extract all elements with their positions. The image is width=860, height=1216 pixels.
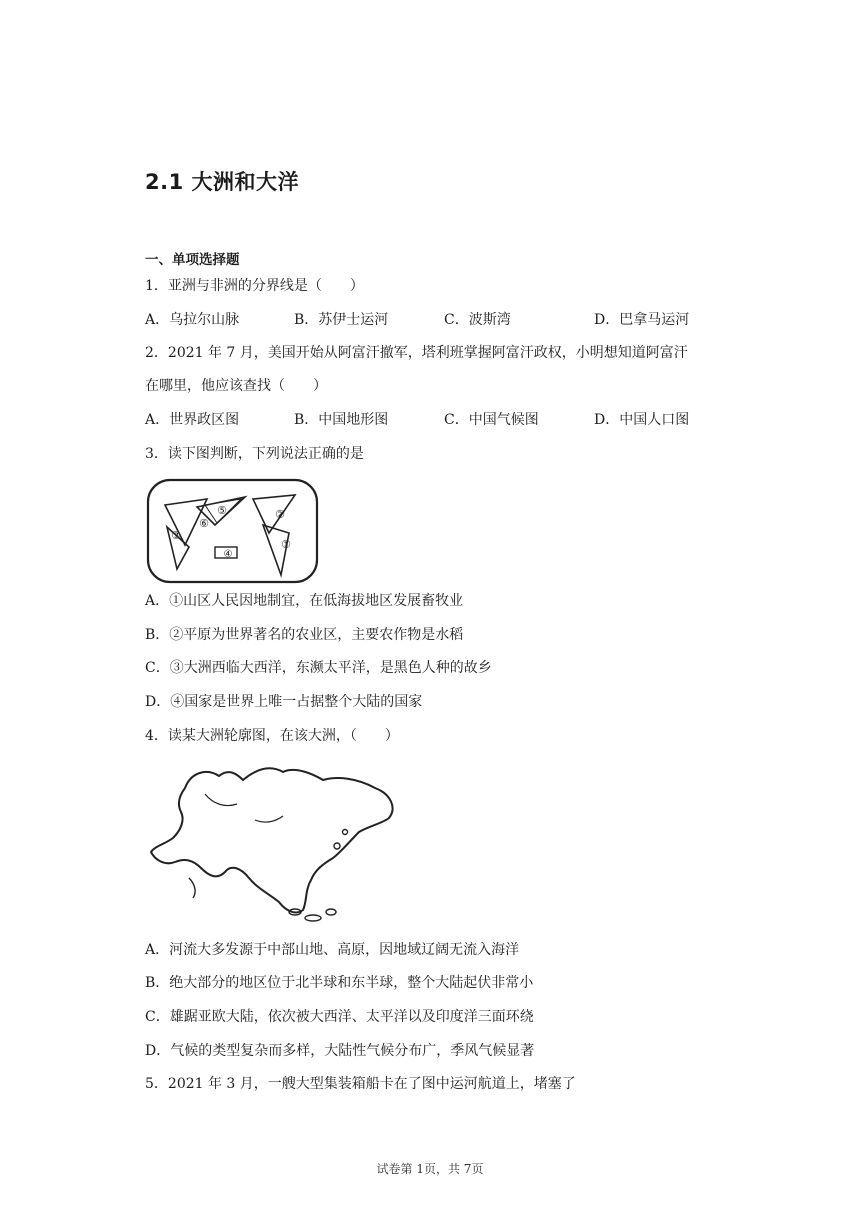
- q3-option-d: D．④国家是世界上唯一占据整个大陆的国家: [145, 694, 423, 710]
- question-3-stem: 3．读下图判断，下列说法正确的是: [145, 446, 364, 462]
- q2-option-b: B．中国地形图: [294, 412, 389, 428]
- question-2-stem-line-2: 在哪里，他应该查找（ ）: [145, 378, 327, 394]
- question-4-stem: 4．读某大洲轮廓图，在该大洲，（ ）: [145, 728, 399, 744]
- q4-option-a: A．河流大多发源于中部山地、高原，因地域辽阔无流入海洋: [145, 942, 520, 958]
- q2-option-d: D．中国人口图: [594, 412, 690, 428]
- q4-option-c: C．雄踞亚欧大陆，依次被大西洋、太平洋以及印度洋三面环绕: [145, 1009, 534, 1025]
- q4-option-b: B．绝大部分的地区位于北半球和东半球，整个大陆起伏非常小: [145, 975, 534, 991]
- figure-label-3: ③: [171, 529, 181, 542]
- q3-option-c: C．③大洲西临大西洋，东濒太平洋，是黑色人种的故乡: [145, 660, 492, 676]
- q2-option-a: A．世界政区图: [145, 412, 240, 428]
- question-5-stem: 5．2021 年 3 月，一艘大型集装箱船卡在了图中运河航道上，堵塞了: [145, 1076, 576, 1092]
- figure-label-2: ②: [275, 508, 285, 521]
- question-1-stem: 1．亚洲与非洲的分界线是（ ）: [145, 278, 364, 294]
- continent-outline-map-figure: [145, 760, 397, 926]
- question-2-stem-line-1: 2．2021 年 7 月，美国开始从阿富汗撤军，塔利班掌握阿富汗政权，小明想知道阿富汗: [145, 345, 688, 361]
- figure-label-5: ⑤: [217, 504, 227, 517]
- figure-label-6: ⑥: [199, 517, 209, 530]
- q1-option-b: B．苏伊士运河: [294, 312, 389, 328]
- q2-option-c: C．中国气候图: [444, 412, 539, 428]
- q1-option-a: A．乌拉尔山脉: [145, 312, 240, 328]
- section-heading: 一、单项选择题: [145, 252, 240, 268]
- page-footer: 试卷第 1页，共 7页: [376, 1162, 484, 1176]
- continent-sketch-map-figure: [145, 477, 320, 585]
- q1-option-c: C．波斯湾: [444, 312, 511, 328]
- q1-option-d: D．巴拿马运河: [594, 312, 690, 328]
- figure-label-4: ④: [223, 549, 233, 560]
- q3-option-a: A．①山区人民因地制宜，在低海拔地区发展畜牧业: [145, 593, 464, 609]
- page-title: 2.1 大洲和大洋: [145, 170, 300, 194]
- figure-label-1: ①: [281, 538, 291, 551]
- q4-option-d: D．气候的类型复杂而多样，大陆性气候分布广，季风气候显著: [145, 1043, 535, 1059]
- q3-option-b: B．②平原为世界著名的农业区，主要农作物是水稻: [145, 627, 464, 643]
